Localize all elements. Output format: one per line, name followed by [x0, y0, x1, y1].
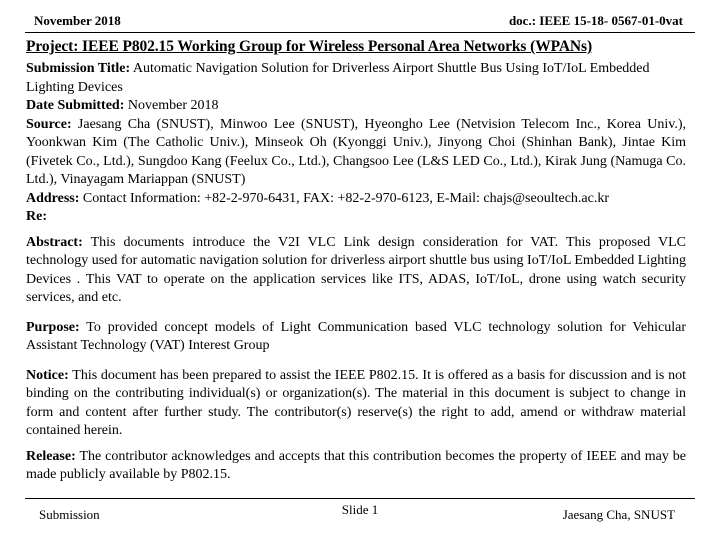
- header-date: November 2018: [34, 13, 121, 28]
- abstract-text: This documents introduce the V2I VLC Link design consideration for VAT. This proposed VLC technology used for automatic navigation solution for driverless airport shuttle bus using IoT/IoL Embedded Lighting Devices . This VAT to operate on the application services like ITS, ADAS, IoT/IoL, drone using watch security services, and etc.: [26, 234, 686, 305]
- spacer: [26, 356, 686, 367]
- source-field: [26, 116, 686, 190]
- purpose-section: [26, 319, 686, 356]
- source-value: Jaesang Cha (SNUST), Minwoo Lee (SNUST), Hyeongho Lee (Netvision Telecom Inc., Korea Univ.), Yoonkwan Kim (The Catholic Univ.), Minseok Oh (Kyonggi Univ.), Jinyong Choi (Shinhan Bank), Jintae Kim (Fivetek Co., Ltd.), Sungdoo Kang (Feelux Co., Ltd.), Changsoo Lee (L&S LED Co., Ltd.), Kirak Jung (Namuga Co. Ltd.), Vinayagam Mariappan (SNUST): [26, 116, 686, 187]
- purpose-text: To provided concept models of Light Communication based VLC technology solution for Vehicular Assistant Technology (VAT) Interest Group: [26, 319, 686, 353]
- date-submitted-value: November 2018: [127, 98, 219, 113]
- abstract-label: Abstract:: [26, 234, 83, 250]
- release-text: The contributor acknowledges and accepts that this contribution becomes the property of IEEE and may be made publicly available by P802.15.: [26, 448, 686, 482]
- document-body: [26, 60, 686, 485]
- release-label: Release:: [26, 448, 76, 464]
- address-label: Address:: [26, 190, 80, 206]
- notice-text: This document has been prepared to assist the IEEE P802.15. It is offered as a basis for discussion and is not binding on the contributing individual(s) or organization(s). The material in this document is subject to change in form and content after further study. The contributor(s) reserve(s) the right to add, amend or withdraw material contained herein.: [26, 367, 687, 438]
- spacer: [26, 308, 686, 319]
- re-field: [26, 208, 686, 227]
- submission-title-field: [26, 60, 686, 97]
- spacer: [26, 227, 686, 234]
- footer-author: Jaesang Cha, SNUST: [562, 507, 675, 522]
- notice-label: Notice:: [26, 367, 69, 383]
- date-submitted-label: Date Submitted:: [26, 98, 125, 113]
- release-section: [26, 448, 686, 485]
- submission-title-label: Submission Title:: [26, 61, 131, 76]
- address-value: Contact Information: +82-2-970-6431, FAX: +82-2-970-6123, E-Mail: chajs@seoultech.ac.kr: [82, 190, 610, 206]
- footer-submission: Submission: [39, 507, 100, 522]
- source-label: Source:: [26, 116, 72, 132]
- header-divider: [25, 32, 695, 33]
- footer-slide-number: Slide 1: [341, 502, 379, 517]
- notice-section: [26, 367, 686, 441]
- header-doc-id: doc.: IEEE 15-18- 0567-01-0vat: [508, 13, 683, 28]
- re-label: Re:: [26, 209, 47, 224]
- project-title: Project: IEEE P802.15 Working Group for Wireless Personal Area Networks (WPANs): [26, 38, 593, 55]
- abstract-section: [26, 234, 686, 308]
- submission-title-value: Automatic Navigation Solution for Driverless Airport Shuttle Bus Using IoT/IoL Embedded Lighting Devices: [26, 61, 650, 95]
- footer-divider: [25, 498, 695, 499]
- address-field: [26, 190, 686, 209]
- purpose-label: Purpose:: [26, 319, 80, 335]
- spacer: [26, 441, 686, 448]
- date-submitted-field: [26, 97, 686, 116]
